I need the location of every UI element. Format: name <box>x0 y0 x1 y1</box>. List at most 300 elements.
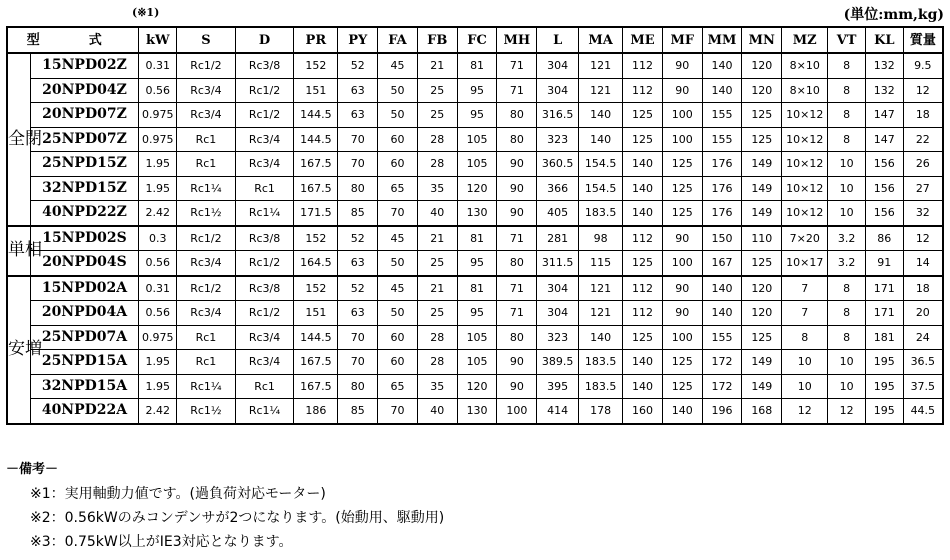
model-cell: 25NPD07Z <box>30 127 139 152</box>
value-cell: 366 <box>537 176 579 201</box>
model-cell: 15NPD02S <box>30 226 139 251</box>
value-cell: 95 <box>457 251 497 276</box>
value-cell: 65 <box>378 374 418 399</box>
value-cell: 155 <box>702 127 742 152</box>
table-row <box>7 226 943 251</box>
value-cell: Rc1 <box>235 176 294 201</box>
value-cell: Rc1/2 <box>235 103 294 128</box>
value-cell: 195 <box>865 399 903 424</box>
value-cell: 0.56 <box>139 251 177 276</box>
value-cell: 12 <box>903 78 943 103</box>
value-cell: 50 <box>378 78 418 103</box>
value-cell: 0.975 <box>139 325 177 350</box>
col-header-mh: MH <box>497 27 537 53</box>
value-cell: 80 <box>338 176 378 201</box>
value-cell: 50 <box>378 251 418 276</box>
value-cell: 125 <box>742 251 782 276</box>
value-cell: 149 <box>742 201 782 226</box>
value-cell: 130 <box>457 399 497 424</box>
value-cell: 90 <box>662 301 702 326</box>
value-cell: 24 <box>903 325 943 350</box>
value-cell: 140 <box>623 152 663 177</box>
table-row <box>7 176 943 201</box>
value-cell: 395 <box>537 374 579 399</box>
value-cell: 105 <box>457 350 497 375</box>
value-cell: 0.3 <box>139 226 177 251</box>
value-cell: 155 <box>702 325 742 350</box>
value-cell: 8×10 <box>782 78 828 103</box>
value-cell: 105 <box>457 325 497 350</box>
value-cell: 112 <box>623 53 663 78</box>
value-cell: 149 <box>742 374 782 399</box>
value-cell: 60 <box>378 152 418 177</box>
value-cell: 91 <box>865 251 903 276</box>
value-cell: 50 <box>378 301 418 326</box>
value-cell: 35 <box>417 374 457 399</box>
value-cell: 183.5 <box>579 374 623 399</box>
value-cell: 150 <box>702 226 742 251</box>
value-cell: 80 <box>497 251 537 276</box>
value-cell: 35 <box>417 176 457 201</box>
value-cell: 151 <box>294 301 338 326</box>
value-cell: 50 <box>378 103 418 128</box>
value-cell: 0.975 <box>139 127 177 152</box>
value-cell: 168 <box>742 399 782 424</box>
value-cell: 21 <box>417 53 457 78</box>
value-cell: 115 <box>579 251 623 276</box>
value-cell: 8 <box>828 325 866 350</box>
value-cell: Rc1 <box>177 350 236 375</box>
value-cell: 414 <box>537 399 579 424</box>
value-cell: 90 <box>662 53 702 78</box>
value-cell: 80 <box>497 103 537 128</box>
value-cell: 70 <box>378 399 418 424</box>
value-cell: 10 <box>828 152 866 177</box>
value-cell: 70 <box>338 350 378 375</box>
value-cell: 195 <box>865 350 903 375</box>
value-cell: 90 <box>497 374 537 399</box>
value-cell: 120 <box>742 78 782 103</box>
value-cell: 132 <box>865 78 903 103</box>
value-cell: 1.95 <box>139 350 177 375</box>
value-cell: Rc3/4 <box>235 350 294 375</box>
model-cell: 20NPD04A <box>30 301 139 326</box>
model-cell: 25NPD15A <box>30 350 139 375</box>
value-cell: 152 <box>294 53 338 78</box>
value-cell: 28 <box>417 152 457 177</box>
value-cell: 140 <box>702 301 742 326</box>
group-label: 安増 <box>7 276 30 424</box>
value-cell: 140 <box>579 127 623 152</box>
value-cell: 304 <box>537 53 579 78</box>
value-cell: 316.5 <box>537 103 579 128</box>
table-row <box>7 251 943 276</box>
value-cell: 152 <box>294 226 338 251</box>
table-row <box>7 103 943 128</box>
value-cell: 178 <box>579 399 623 424</box>
col-header-fc: FC <box>457 27 497 53</box>
value-cell: 181 <box>865 325 903 350</box>
value-cell: Rc3/8 <box>235 226 294 251</box>
value-cell: Rc1/2 <box>235 301 294 326</box>
value-cell: 186 <box>294 399 338 424</box>
table-row <box>7 350 943 375</box>
value-cell: Rc1 <box>177 152 236 177</box>
value-cell: 85 <box>338 201 378 226</box>
value-cell: 81 <box>457 226 497 251</box>
value-cell: 281 <box>537 226 579 251</box>
value-cell: 167.5 <box>294 374 338 399</box>
value-cell: 32 <box>903 201 943 226</box>
value-cell: 90 <box>662 78 702 103</box>
value-cell: 7 <box>782 301 828 326</box>
value-cell: 8×10 <box>782 53 828 78</box>
value-cell: Rc1 <box>177 127 236 152</box>
table-row <box>7 152 943 177</box>
value-cell: 304 <box>537 276 579 301</box>
value-cell: 149 <box>742 152 782 177</box>
value-cell: 8 <box>828 103 866 128</box>
remark-line-2: ※2：0.56kWのみコンデンサが2つになります。(始動用、駆動用) <box>30 510 445 526</box>
value-cell: Rc1 <box>177 325 236 350</box>
value-cell: Rc1/2 <box>177 53 236 78</box>
value-cell: 81 <box>457 53 497 78</box>
value-cell: 152 <box>294 276 338 301</box>
value-cell: Rc3/8 <box>235 53 294 78</box>
value-cell: Rc1¼ <box>235 201 294 226</box>
value-cell: 25 <box>417 103 457 128</box>
value-cell: 8 <box>828 301 866 326</box>
value-cell: 120 <box>457 176 497 201</box>
value-cell: 98 <box>579 226 623 251</box>
col-header-mf: MF <box>662 27 702 53</box>
value-cell: 140 <box>623 176 663 201</box>
remarks-title: －備考－ <box>6 462 59 477</box>
col-header-mz: MZ <box>782 27 828 53</box>
value-cell: 132 <box>865 53 903 78</box>
value-cell: 167.5 <box>294 350 338 375</box>
col-header-mn: MN <box>742 27 782 53</box>
value-cell: 12 <box>828 399 866 424</box>
table-row <box>7 127 943 152</box>
value-cell: 112 <box>623 301 663 326</box>
model-cell: 20NPD04S <box>30 251 139 276</box>
value-cell: 36.5 <box>903 350 943 375</box>
value-cell: 304 <box>537 301 579 326</box>
value-cell: 140 <box>579 103 623 128</box>
model-cell: 20NPD04Z <box>30 78 139 103</box>
value-cell: 10 <box>828 350 866 375</box>
value-cell: 18 <box>903 276 943 301</box>
value-cell: 140 <box>623 374 663 399</box>
value-cell: 80 <box>497 325 537 350</box>
value-cell: 140 <box>702 78 742 103</box>
value-cell: 0.31 <box>139 53 177 78</box>
value-cell: 63 <box>338 103 378 128</box>
value-cell: 10×12 <box>782 127 828 152</box>
col-header-fb: FB <box>417 27 457 53</box>
value-cell: 65 <box>378 176 418 201</box>
value-cell: 90 <box>497 201 537 226</box>
table-row <box>7 301 943 326</box>
value-cell: 105 <box>457 127 497 152</box>
value-cell: 10×12 <box>782 176 828 201</box>
model-cell: 25NPD07A <box>30 325 139 350</box>
value-cell: 40 <box>417 201 457 226</box>
col-header-mass: 質量 <box>903 27 943 53</box>
value-cell: 10×12 <box>782 103 828 128</box>
value-cell: Rc3/4 <box>177 78 236 103</box>
value-cell: 8 <box>782 325 828 350</box>
value-cell: Rc1/2 <box>235 251 294 276</box>
value-cell: Rc1¼ <box>235 399 294 424</box>
value-cell: 149 <box>742 176 782 201</box>
value-cell: 121 <box>579 78 623 103</box>
value-cell: 125 <box>623 325 663 350</box>
value-cell: 10×12 <box>782 201 828 226</box>
col-header-fa: FA <box>378 27 418 53</box>
value-cell: 1.95 <box>139 152 177 177</box>
value-cell: 155 <box>702 103 742 128</box>
value-cell: Rc3/4 <box>177 251 236 276</box>
value-cell: 140 <box>702 276 742 301</box>
value-cell: 10 <box>782 350 828 375</box>
value-cell: 121 <box>579 276 623 301</box>
model-cell: 40NPD22Z <box>30 201 139 226</box>
col-header-pr: PR <box>294 27 338 53</box>
col-header-l: L <box>537 27 579 53</box>
value-cell: 171.5 <box>294 201 338 226</box>
value-cell: 171 <box>865 301 903 326</box>
value-cell: 10 <box>828 176 866 201</box>
value-cell: 156 <box>865 201 903 226</box>
value-cell: 304 <box>537 78 579 103</box>
value-cell: 60 <box>378 325 418 350</box>
value-cell: 154.5 <box>579 176 623 201</box>
value-cell: 140 <box>623 350 663 375</box>
value-cell: Rc1/2 <box>235 78 294 103</box>
value-cell: Rc3/4 <box>177 301 236 326</box>
value-cell: 121 <box>579 301 623 326</box>
unit-label: (単位:mm,kg) <box>843 7 944 23</box>
value-cell: 167.5 <box>294 176 338 201</box>
value-cell: 85 <box>338 399 378 424</box>
value-cell: 14 <box>903 251 943 276</box>
value-cell: 140 <box>702 53 742 78</box>
value-cell: Rc1/2 <box>177 276 236 301</box>
value-cell: 160 <box>623 399 663 424</box>
value-cell: 156 <box>865 176 903 201</box>
value-cell: 120 <box>457 374 497 399</box>
table-row <box>7 53 943 78</box>
value-cell: 71 <box>497 226 537 251</box>
value-cell: 144.5 <box>294 325 338 350</box>
value-cell: 10 <box>828 374 866 399</box>
value-cell: 389.5 <box>537 350 579 375</box>
value-cell: 125 <box>623 251 663 276</box>
value-cell: 8 <box>828 276 866 301</box>
value-cell: 45 <box>378 53 418 78</box>
value-cell: 2.42 <box>139 399 177 424</box>
value-cell: 28 <box>417 350 457 375</box>
value-cell: 144.5 <box>294 103 338 128</box>
value-cell: 70 <box>378 201 418 226</box>
value-cell: 147 <box>865 103 903 128</box>
value-cell: 167.5 <box>294 152 338 177</box>
value-cell: 90 <box>662 226 702 251</box>
value-cell: 156 <box>865 152 903 177</box>
value-cell: 12 <box>903 226 943 251</box>
value-cell: 9.5 <box>903 53 943 78</box>
value-cell: 149 <box>742 350 782 375</box>
value-cell: 63 <box>338 301 378 326</box>
value-cell: 86 <box>865 226 903 251</box>
value-cell: 105 <box>457 152 497 177</box>
value-cell: Rc3/8 <box>235 276 294 301</box>
value-cell: 71 <box>497 53 537 78</box>
value-cell: 7 <box>782 276 828 301</box>
value-cell: 112 <box>623 276 663 301</box>
table-row <box>7 201 943 226</box>
value-cell: 120 <box>742 301 782 326</box>
value-cell: 125 <box>662 201 702 226</box>
value-cell: 8 <box>828 127 866 152</box>
value-cell: 121 <box>579 53 623 78</box>
kw-footnote-marker: (※1) <box>132 6 160 19</box>
value-cell: 125 <box>742 103 782 128</box>
model-cell: 25NPD15Z <box>30 152 139 177</box>
value-cell: Rc3/4 <box>235 127 294 152</box>
value-cell: 25 <box>417 251 457 276</box>
value-cell: 112 <box>623 78 663 103</box>
value-cell: 26 <box>903 152 943 177</box>
value-cell: 44.5 <box>903 399 943 424</box>
value-cell: 0.56 <box>139 301 177 326</box>
value-cell: 10 <box>828 201 866 226</box>
col-header-vt: VT <box>828 27 866 53</box>
value-cell: 21 <box>417 276 457 301</box>
value-cell: 90 <box>662 276 702 301</box>
value-cell: 2.42 <box>139 201 177 226</box>
value-cell: 8 <box>828 78 866 103</box>
value-cell: 140 <box>579 325 623 350</box>
value-cell: 0.31 <box>139 276 177 301</box>
value-cell: 147 <box>865 127 903 152</box>
col-header-s: S <box>177 27 236 53</box>
value-cell: 10 <box>782 374 828 399</box>
value-cell: Rc1 <box>235 374 294 399</box>
value-cell: 71 <box>497 276 537 301</box>
value-cell: 171 <box>865 276 903 301</box>
value-cell: 125 <box>742 127 782 152</box>
value-cell: 120 <box>742 53 782 78</box>
value-cell: Rc3/4 <box>235 325 294 350</box>
table-row <box>7 325 943 350</box>
value-cell: 323 <box>537 325 579 350</box>
value-cell: 21 <box>417 226 457 251</box>
value-cell: 52 <box>338 226 378 251</box>
value-cell: 405 <box>537 201 579 226</box>
value-cell: 90 <box>497 152 537 177</box>
value-cell: 45 <box>378 226 418 251</box>
table-row <box>7 78 943 103</box>
col-header-me: ME <box>623 27 663 53</box>
value-cell: 323 <box>537 127 579 152</box>
value-cell: 125 <box>662 152 702 177</box>
value-cell: 60 <box>378 127 418 152</box>
value-cell: 311.5 <box>537 251 579 276</box>
model-cell: 40NPD22A <box>30 399 139 424</box>
value-cell: 10×12 <box>782 152 828 177</box>
value-cell: 176 <box>702 176 742 201</box>
value-cell: 37.5 <box>903 374 943 399</box>
model-cell: 32NPD15A <box>30 374 139 399</box>
value-cell: 167 <box>702 251 742 276</box>
col-header-model: 型 式 <box>7 27 139 53</box>
spec-table <box>6 26 944 425</box>
value-cell: 112 <box>623 226 663 251</box>
group-label: 単相 <box>7 226 30 276</box>
value-cell: 360.5 <box>537 152 579 177</box>
value-cell: 125 <box>662 176 702 201</box>
value-cell: 195 <box>865 374 903 399</box>
model-cell: 15NPD02Z <box>30 53 139 78</box>
col-header-d: D <box>235 27 294 53</box>
value-cell: 63 <box>338 251 378 276</box>
value-cell: 154.5 <box>579 152 623 177</box>
remarks <box>6 458 444 554</box>
value-cell: 71 <box>497 301 537 326</box>
value-cell: 125 <box>623 127 663 152</box>
value-cell: 100 <box>662 127 702 152</box>
value-cell: 80 <box>338 374 378 399</box>
value-cell: Rc1¼ <box>177 374 236 399</box>
value-cell: 25 <box>417 78 457 103</box>
value-cell: 100 <box>662 251 702 276</box>
table-row <box>7 399 943 424</box>
value-cell: 164.5 <box>294 251 338 276</box>
value-cell: 20 <box>903 301 943 326</box>
value-cell: 63 <box>338 78 378 103</box>
value-cell: 140 <box>623 201 663 226</box>
value-cell: 60 <box>378 350 418 375</box>
col-header-mm: MM <box>702 27 742 53</box>
col-header-ma: MA <box>579 27 623 53</box>
value-cell: 172 <box>702 350 742 375</box>
value-cell: 52 <box>338 53 378 78</box>
table-row <box>7 276 943 301</box>
value-cell: 1.95 <box>139 374 177 399</box>
value-cell: Rc1½ <box>177 399 236 424</box>
value-cell: Rc3/4 <box>235 152 294 177</box>
group-label: 全閉 <box>7 53 30 226</box>
value-cell: 3.2 <box>828 251 866 276</box>
value-cell: 183.5 <box>579 350 623 375</box>
remark-line-3: ※3：0.75kW以上がIE3対応となります。 <box>30 534 293 550</box>
value-cell: 196 <box>702 399 742 424</box>
value-cell: 144.5 <box>294 127 338 152</box>
value-cell: 12 <box>782 399 828 424</box>
value-cell: 100 <box>662 325 702 350</box>
value-cell: 70 <box>338 325 378 350</box>
value-cell: 1.95 <box>139 176 177 201</box>
value-cell: 22 <box>903 127 943 152</box>
value-cell: 8 <box>828 53 866 78</box>
col-header-kl: KL <box>865 27 903 53</box>
table-header-row <box>7 27 943 53</box>
value-cell: 172 <box>702 374 742 399</box>
value-cell: 120 <box>742 276 782 301</box>
